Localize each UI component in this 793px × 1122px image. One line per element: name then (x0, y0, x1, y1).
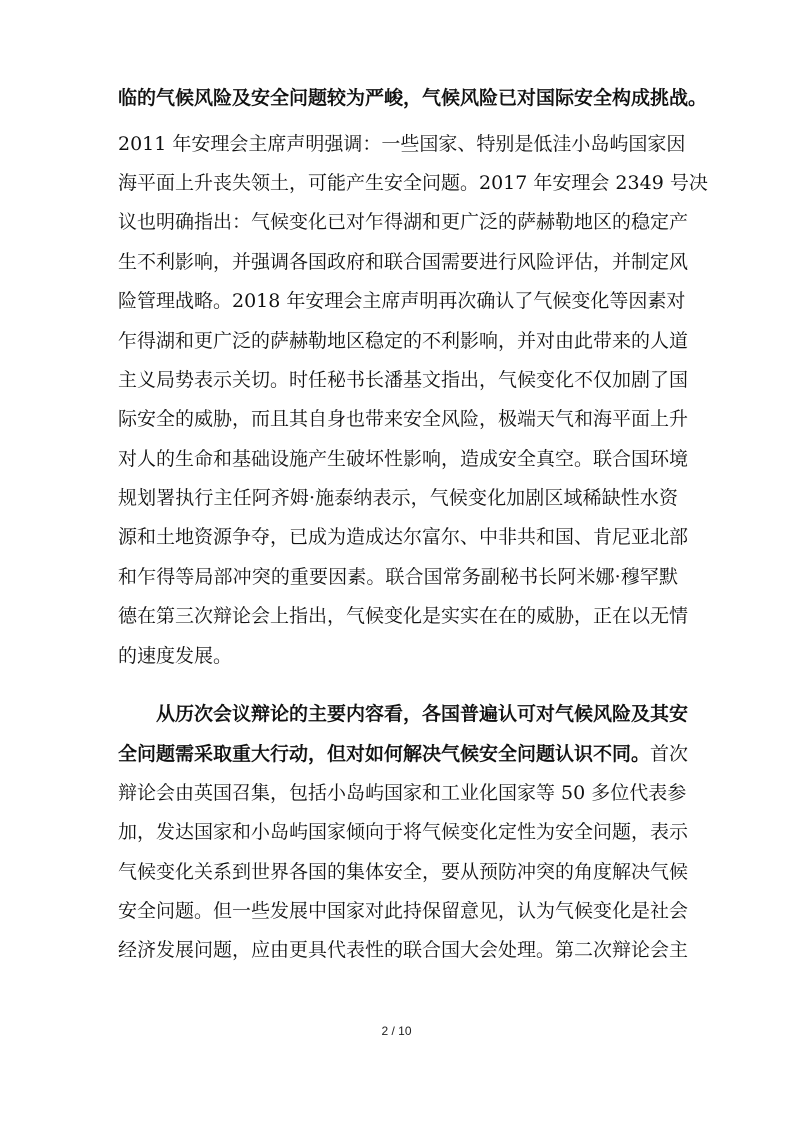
plain-text: 的速度发展。 (118, 645, 233, 667)
text-line (118, 893, 689, 929)
text-line (118, 126, 686, 162)
text-line (118, 814, 689, 850)
plain-text: 险管理战略。2018 年安理会主席声明再次确认了气候变化等因素对 (118, 290, 686, 312)
plain-text: 海平面上升丧失领土，可能产生安全问题。2017 年安理会 2349 号决 (118, 172, 708, 194)
text-line (118, 638, 678, 674)
plain-text: 源和土地资源争夺，已成为造成达尔富尔、中非共和国、肯尼亚北部 (118, 526, 689, 548)
text-line (118, 775, 687, 811)
plain-text: 际安全的威胁，而且其自身也带来安全风险，极端天气和海平面上升 (118, 408, 689, 430)
text-line (118, 204, 689, 240)
plain-text: 2011 年安理会主席声明强调：一些国家、特别是低洼小岛屿国家因 (118, 133, 686, 155)
text-line (118, 519, 689, 555)
bold-text: 从历次会议辩论的主要内容看，各国普遍认可对气候风险及其安 (156, 703, 689, 725)
text-line (156, 696, 689, 732)
text-line (118, 441, 689, 477)
text-line (118, 559, 678, 595)
plain-text: 气候变化关系到世界各国的集体安全，要从预防冲突的角度解决气候 (118, 861, 689, 883)
text-line (118, 736, 689, 772)
bold-text: 临的气候风险及安全问题较为严峻，气候风险已对国际安全构成挑战。 (118, 87, 708, 109)
text-line (118, 244, 689, 280)
text-line (118, 362, 689, 398)
plain-text: 经济发展问题，应由更具代表性的联合国大会处理。第二次辩论会主 (118, 939, 689, 961)
plain-text: 对人的生命和基础设施产生破坏性影响，造成安全真空。联合国环境 (118, 448, 689, 470)
plain-text: 德在第三次辩论会上指出，气候变化是实实在在的威胁，正在以无情 (118, 605, 689, 627)
plain-text: 加，发达国家和小岛屿国家倾向于将气候变化定性为安全问题，表示 (118, 821, 689, 843)
page-number: 2 / 10 (381, 1024, 412, 1038)
plain-text: 安全问题。但一些发展中国家对此持保留意见，认为气候变化是社会 (118, 900, 689, 922)
plain-text: 生不利影响，并强调各国政府和联合国需要进行风险评估，并制定风 (118, 251, 689, 273)
plain-text: 乍得湖和更广泛的萨赫勒地区稳定的不利影响，并对由此带来的人道 (118, 330, 689, 352)
text-line (118, 323, 689, 359)
plain-text: 辩论会由英国召集，包括小岛屿国家和工业化国家等 50 多位代表参 (118, 782, 687, 804)
text-line (118, 165, 708, 201)
bold-text: 全问题需采取重大行动，但对如何解决气候安全问题认识不同。 (118, 743, 651, 765)
plain-text: 首次 (650, 743, 689, 765)
plain-text: 和乍得等局部冲突的重要因素。联合国常务副秘书长阿米娜·穆罕默 (118, 566, 678, 588)
text-line (118, 932, 689, 968)
plain-text: 议也明确指出：气候变化已对乍得湖和更广泛的萨赫勒地区的稳定产 (118, 211, 689, 233)
text-line (118, 854, 689, 890)
plain-text: 规划署执行主任阿齐姆·施泰纳表示，气候变化加剧区域稀缺性水资 (118, 487, 678, 509)
text-line (118, 80, 708, 116)
text-line (118, 598, 689, 634)
text-line (118, 480, 678, 516)
plain-text: 主义局势表示关切。时任秘书长潘基文指出，气候变化不仅加剧了国 (118, 369, 689, 391)
text-line (118, 401, 689, 437)
text-line (118, 283, 686, 319)
